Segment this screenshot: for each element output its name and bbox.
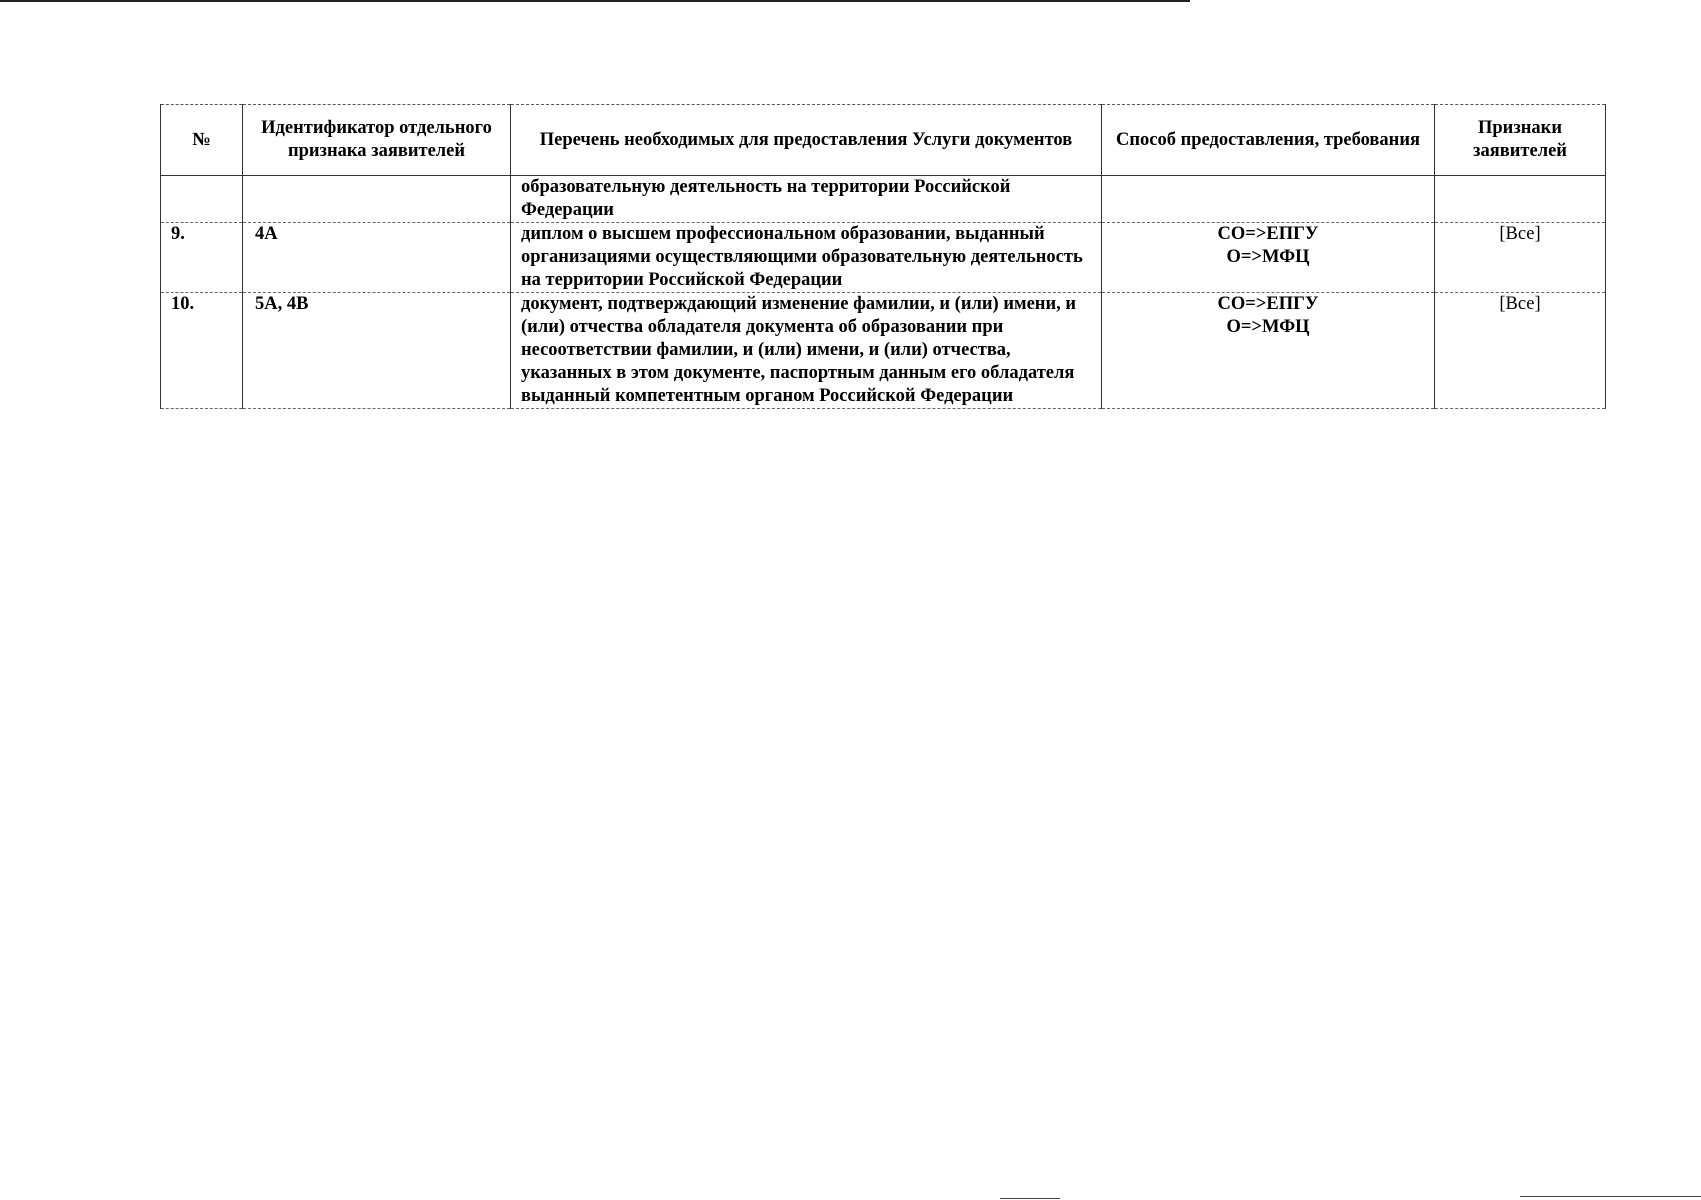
method-line: СО=>ЕПГУ [1217, 294, 1319, 314]
cell-number: 10. [161, 293, 243, 409]
documents-table [160, 104, 1606, 409]
table-row [161, 293, 1606, 409]
cell-number: 9. [161, 223, 243, 293]
cell-identifier [243, 176, 511, 223]
cell-identifier: 5А, 4В [243, 293, 511, 409]
scan-edge-top [0, 0, 1190, 2]
cell-documents: документ, подтверждающий изменение фамилии, и (или) имени, и (или) отчества обладателя документа об образовании при несоответствии фамилии, и (или) имени, и (или) отчества, указанных в этом документе, паспортным данным его обладателя выданный компетентным органом Российской Федерации [511, 293, 1102, 409]
header-applicants: Признаки заявителей [1435, 105, 1606, 176]
header-identifier: Идентификатор отдельного признака заявителей [243, 105, 511, 176]
header-method: Способ предоставления, требования [1102, 105, 1435, 176]
cell-method [1102, 293, 1435, 409]
scan-mark [1520, 1196, 1701, 1197]
cell-applicants: [Все] [1435, 223, 1606, 293]
cell-identifier: 4А [243, 223, 511, 293]
cell-applicants [1435, 176, 1606, 223]
table-row-continuation [161, 176, 1606, 223]
header-number: № [161, 105, 243, 176]
cell-number [161, 176, 243, 223]
cell-method [1102, 176, 1435, 223]
method-line: О=>МФЦ [1226, 247, 1310, 267]
cell-documents: диплом о высшем профессиональном образовании, выданный организациями осуществляющими образовательную деятельность на территории Российской Федерации [511, 223, 1102, 293]
cell-documents: образовательную деятельность на территории Российской Федерации [511, 176, 1102, 223]
table-row [161, 223, 1606, 293]
cell-method [1102, 223, 1435, 293]
cell-applicants: [Все] [1435, 293, 1606, 409]
scan-mark [1000, 1198, 1060, 1199]
header-documents: Перечень необходимых для предоставления Услуги документов [511, 105, 1102, 176]
method-line: О=>МФЦ [1226, 317, 1310, 337]
method-line: СО=>ЕПГУ [1217, 224, 1319, 244]
table-header-row [161, 105, 1606, 176]
